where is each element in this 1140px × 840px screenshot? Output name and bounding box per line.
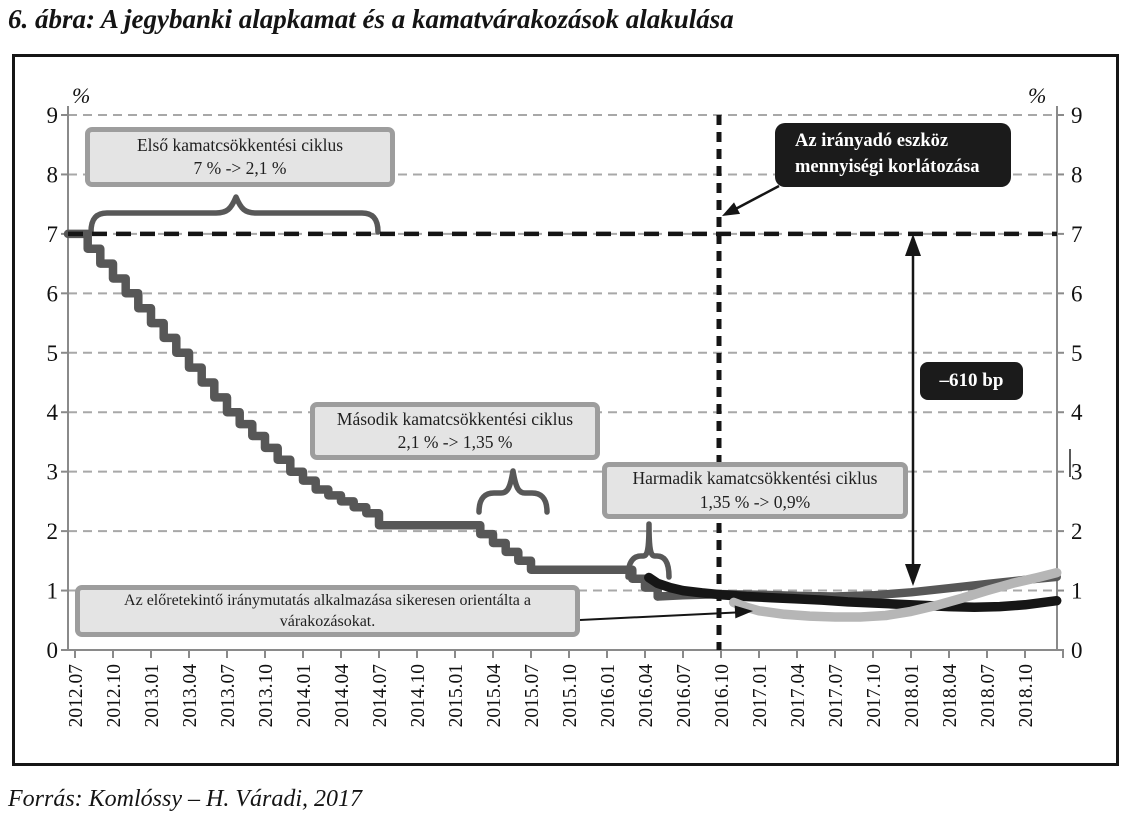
y-axis-label-left-6: 6: [46, 281, 58, 307]
y-axis-label-left-1: 1: [46, 578, 58, 604]
annotation-cycle1-line2: 7 % -> 2,1 %: [193, 158, 287, 178]
y-axis-label-right-0: 0: [1071, 638, 1083, 663]
x-axis-label-2015.07: 2015.07: [522, 664, 543, 728]
annotation-cycle3-line2: 1,35 % -> 0,9%: [699, 491, 811, 512]
annotation-restriction-box: [775, 123, 1011, 187]
x-axis-label-2017.10: 2017.10: [864, 664, 885, 728]
annotation-guidance-line2: várakozásokat.: [279, 613, 376, 630]
y-axis-label-right-8: 8: [1071, 162, 1083, 188]
y-axis-label-right-6: 6: [1071, 281, 1083, 307]
x-axis-label-2018.07: 2018.07: [978, 664, 999, 728]
x-axis-label-2016.10: 2016.10: [712, 664, 733, 728]
x-axis-label-2013.07: 2013.07: [218, 664, 239, 728]
annotation-cycle2-line1: Második kamatcsökkentési ciklus: [336, 408, 574, 429]
y-axis-label-right-5: 5: [1071, 340, 1083, 366]
annotation-cycle2-box: [310, 402, 600, 460]
annotation-cycle3-box: [602, 462, 908, 519]
y-axis-label-left-5: 5: [46, 340, 58, 366]
x-axis-label-2013.01: 2013.01: [142, 664, 163, 728]
x-axis-label-2016.07: 2016.07: [674, 664, 695, 728]
y-axis-label-left-8: 8: [46, 162, 58, 188]
x-axis-label-2014.01: 2014.01: [294, 664, 315, 728]
y-axis-label-right-4: 4: [1071, 400, 1083, 426]
x-axis-label-2016.01: 2016.01: [598, 664, 619, 728]
x-axis-label-2017.07: 2017.07: [826, 664, 847, 728]
annotation-guidance-line1: Az előretekintő iránymutatás alkalmazása sikeresen orientálta a: [124, 591, 531, 609]
bp-change-badge: [920, 362, 1023, 400]
x-axis-label-2014.07: 2014.07: [370, 664, 391, 728]
y-axis-label-right-9: 9: [1071, 103, 1083, 128]
annotation-restriction-line1: Az irányadó eszköz: [795, 131, 949, 152]
x-axis-label-2015.04: 2015.04: [484, 664, 505, 728]
x-axis-label-2013.04: 2013.04: [180, 664, 201, 728]
bp-change-label: –610 bp: [939, 370, 1004, 391]
figure-title: 6. ábra: A jegybanki alapkamat és a kamatvárakozások alakulása: [8, 4, 734, 34]
y-axis-label-right-3: 3: [1071, 459, 1083, 485]
source-caption: Forrás: Komlóssy – H. Váradi, 2017: [8, 786, 363, 812]
annotation-cycle3-line1: Harmadik kamatcsökkentési ciklus: [632, 468, 878, 489]
annotation-cycle2-line2: 2,1 % -> 1,35 %: [397, 432, 513, 452]
y-axis-unit-right: %: [1028, 83, 1047, 108]
annotation-restriction-line2: mennyiségi korlátozása: [795, 157, 980, 177]
cycle1-brace: [91, 197, 378, 232]
x-axis-label-2015.01: 2015.01: [446, 664, 467, 728]
x-axis-label-2018.04: 2018.04: [940, 664, 961, 728]
x-axis-label-2014.04: 2014.04: [332, 664, 353, 728]
x-axis-label-2015.10: 2015.10: [560, 664, 581, 728]
y-axis-label-right-2: 2: [1071, 519, 1083, 545]
x-axis-label-2018.10: 2018.10: [1016, 664, 1037, 728]
x-axis-label-2013.10: 2013.10: [256, 664, 277, 728]
y-axis-label-left-0: 0: [46, 638, 58, 663]
y-axis-label-right-7: 7: [1071, 221, 1083, 247]
x-axis-label-2018.01: 2018.01: [902, 664, 923, 728]
restriction-arrow-head: [722, 202, 740, 216]
x-axis-label-2017.04: 2017.04: [788, 664, 809, 728]
cycle2-brace: [479, 471, 547, 512]
bp-range-arrow-head-top: [905, 234, 921, 256]
y-axis-label-left-9: 9: [46, 103, 58, 128]
y-axis-unit-left: %: [72, 83, 91, 108]
y-axis-label-right-1: 1: [1071, 578, 1083, 604]
y-axis-label-left-3: 3: [46, 459, 58, 485]
y-axis-label-left-7: 7: [46, 221, 58, 247]
annotation-guidance-box: [75, 585, 580, 637]
annotation-cycle1-box: [85, 127, 395, 187]
x-axis-label-2012.10: 2012.10: [104, 664, 125, 728]
x-axis-label-2014.10: 2014.10: [408, 664, 429, 728]
y-axis-label-left-2: 2: [46, 519, 58, 545]
x-axis-label-2012.07: 2012.07: [66, 664, 87, 728]
annotation-cycle1-line1: Első kamatcsökkentési ciklus: [136, 134, 344, 155]
x-axis-label-2016.04: 2016.04: [636, 664, 657, 728]
y-axis-label-left-4: 4: [46, 400, 58, 426]
bp-range-arrow-head-bottom: [905, 564, 921, 586]
x-axis-label-2017.01: 2017.01: [750, 664, 771, 728]
